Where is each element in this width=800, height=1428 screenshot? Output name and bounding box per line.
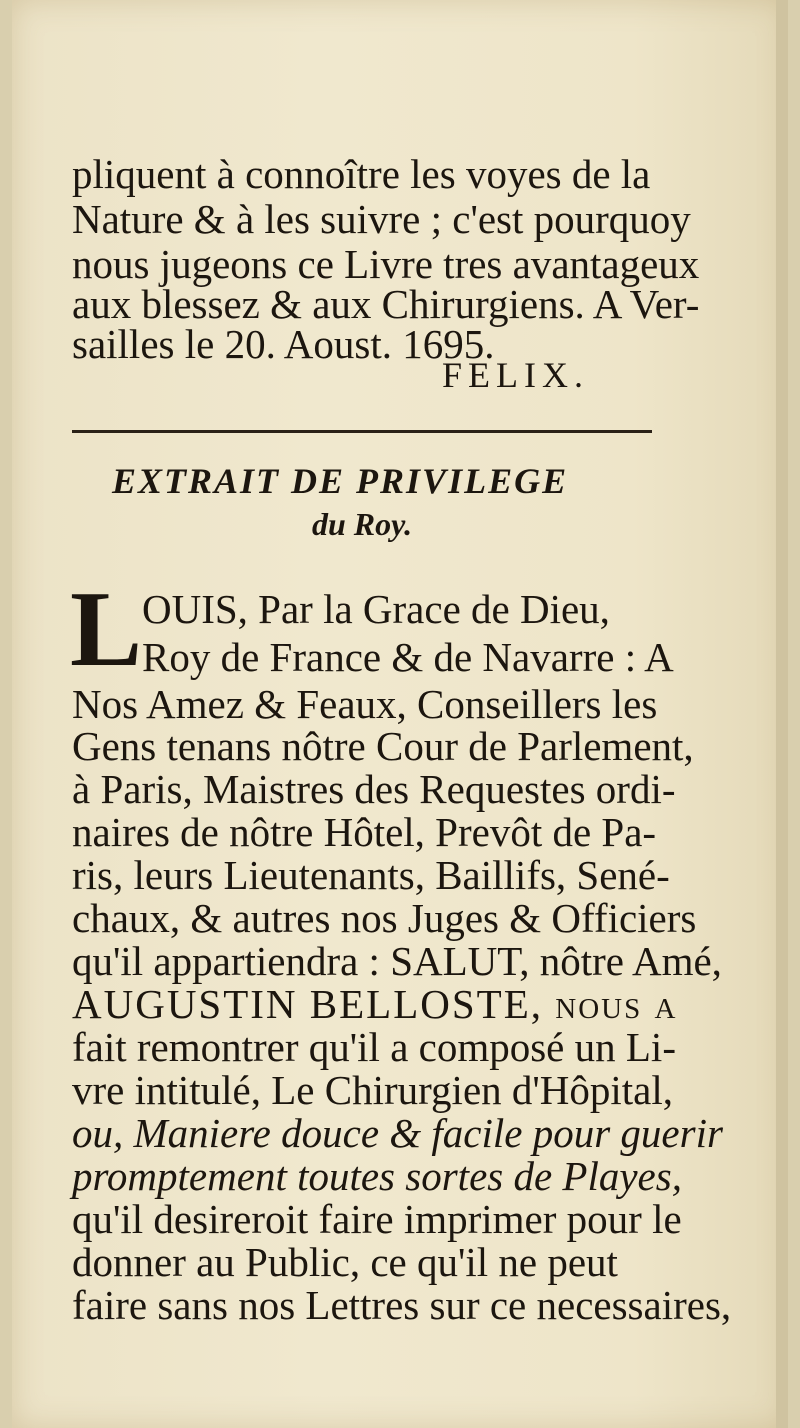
- body-line: qu'il desireroit faire imprimer pour le: [72, 1196, 682, 1242]
- body-line: promptement toutes sortes de Playes,: [72, 1153, 682, 1199]
- body-line: fait remontrer qu'il a composé un Li-: [72, 1024, 676, 1070]
- body-line: Gens tenans nôtre Cour de Parlement,: [72, 723, 694, 769]
- body-line: naires de nôtre Hôtel, Prevôt de Pa-: [72, 809, 657, 855]
- signature: FELIX.: [442, 355, 589, 395]
- section-heading: EXTRAIT DE PRIVILEGE: [112, 461, 569, 501]
- body-line: à Paris, Maistres des Requestes ordi-: [72, 766, 676, 812]
- body-line: AUGUSTIN BELLOSTE, nous a: [72, 981, 678, 1027]
- text-line: sailles le 20. Aoust. 1695.: [72, 321, 495, 367]
- book-page: [12, 0, 788, 1428]
- text-line: aux blessez & aux Chirurgiens. A Ver-: [72, 281, 700, 327]
- text-line: nous jugeons ce Livre tres avantageux: [72, 241, 700, 287]
- body-line: OUIS, Par la Grace de Dieu,: [142, 586, 610, 632]
- body-line: faire sans nos Lettres sur ce necessaires,: [72, 1282, 732, 1328]
- body-line: vre intitulé, Le Chirurgien d'Hôpital,: [72, 1067, 674, 1113]
- section-subheading: du Roy.: [312, 506, 413, 542]
- body-line: ou, Maniere douce & facile pour guerir: [72, 1110, 723, 1156]
- text-line: pliquent à connoître les voyes de la: [72, 151, 651, 197]
- drop-cap: L: [70, 570, 143, 689]
- body-line: chaux, & autres nos Juges & Officiers: [72, 895, 697, 941]
- body-line: qu'il appartiendra : SALUT, nôtre Amé,: [72, 938, 722, 984]
- divider: [72, 430, 652, 433]
- text-line: Nature & à les suivre ; c'est pourquoy: [72, 196, 691, 242]
- body-line: Nos Amez & Feaux, Conseillers les: [72, 681, 658, 727]
- body-line: Roy de France & de Navarre : A: [142, 634, 674, 680]
- body-line: ris, leurs Lieutenants, Baillifs, Sené-: [72, 852, 670, 898]
- page-edge: [776, 0, 788, 1428]
- body-line: donner au Public, ce qu'il ne peut: [72, 1239, 618, 1285]
